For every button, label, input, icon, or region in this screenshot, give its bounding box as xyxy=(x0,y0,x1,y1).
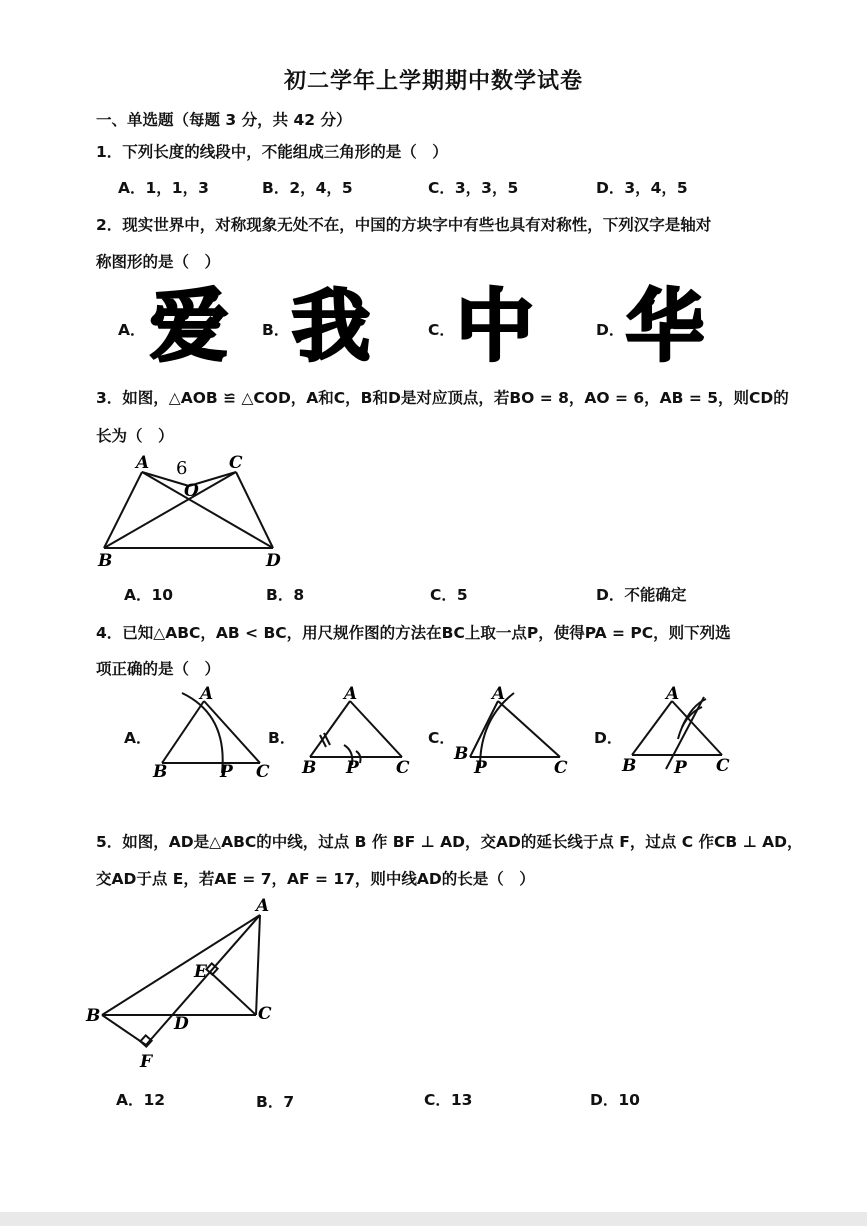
q4d-label-b: B xyxy=(622,756,637,776)
q4c-label-p: P xyxy=(474,758,487,778)
q3-label-a: A xyxy=(136,453,150,473)
q5-label-a: A xyxy=(256,896,270,916)
q5-segment-ac xyxy=(256,915,260,1015)
q5-option-a[interactable]: A．12 xyxy=(116,1091,166,1109)
q4-option-c-letter[interactable]: C． xyxy=(428,729,455,747)
q3-segment-ad xyxy=(142,472,273,548)
q2-stem-line2: 称图形的是（ ） xyxy=(96,253,221,271)
q3-option-b[interactable]: B．8 xyxy=(266,586,305,604)
q5-label-c: C xyxy=(258,1004,272,1024)
q1-option-b[interactable]: B．2，4，5 xyxy=(262,179,353,197)
q3-stem-line2: 长为（ ） xyxy=(96,427,174,445)
q4c-label-a: A xyxy=(492,684,506,704)
q4a-label-b: B xyxy=(153,762,168,782)
q5-figure xyxy=(80,895,290,1075)
q1-option-c[interactable]: C．3，3，5 xyxy=(428,179,519,197)
q4b-label-a: A xyxy=(344,684,358,704)
q4-stem-line2: 项正确的是（ ） xyxy=(96,660,221,678)
q5-label-e: E xyxy=(194,962,207,982)
q1-stem: 1．下列长度的线段中，不能组成三角形的是（ ） xyxy=(96,143,448,161)
q4-option-d-letter[interactable]: D． xyxy=(594,729,623,747)
q4c-label-c: C xyxy=(554,758,568,778)
q2-option-a-letter[interactable]: A． xyxy=(118,321,146,339)
q5-stem-line2: 交AD于点 E，若AE = 7，AF = 17，则中线AD的长是（ ） xyxy=(96,870,535,888)
q1-option-a[interactable]: A．1，1，3 xyxy=(118,179,209,197)
q5-segment-bf xyxy=(102,1015,146,1045)
q5-stem-line1: 5．如图，AD是△ABC的中线，过点 B 作 BF ⊥ AD，交AD的延长线于点 F，过点 C 作CB ⊥ AD， xyxy=(96,833,803,851)
q4b-label-p: P xyxy=(346,758,359,778)
q4c-label-b: B xyxy=(454,744,469,764)
q4-figure-d xyxy=(620,685,740,780)
q3-option-c[interactable]: C．5 xyxy=(430,586,468,604)
q4-option-a-letter[interactable]: A． xyxy=(124,729,152,747)
q4d-label-c: C xyxy=(716,756,730,776)
q2-char-hua: 华 xyxy=(626,282,705,372)
q4b-label-c: C xyxy=(396,758,410,778)
q3-option-d[interactable]: D．不能确定 xyxy=(596,586,687,604)
q4-stem-line1: 4．已知△ABC，AB < BC，用尺规作图的方法在BC上取一点P，使得PA = PC，则下列选 xyxy=(96,624,731,642)
q5-label-d: D xyxy=(174,1014,189,1034)
q2-option-c-letter[interactable]: C． xyxy=(428,321,455,339)
q5-label-b: B xyxy=(86,1006,101,1026)
q3-label-o: O xyxy=(184,481,199,501)
q3-label-b: B xyxy=(98,551,113,571)
q4-figure-c xyxy=(452,685,582,780)
q2-char-zhong: 中 xyxy=(456,282,535,372)
q4d-label-p: P xyxy=(674,758,687,778)
q4a-label-c: C xyxy=(256,762,270,782)
exam-title: 初二学年上学期期中数学试卷 xyxy=(283,69,583,94)
q5-option-b[interactable]: B．7 xyxy=(256,1093,295,1111)
q5-option-c[interactable]: C．13 xyxy=(424,1091,473,1109)
q5-option-d[interactable]: D．10 xyxy=(590,1091,640,1109)
q4a-label-a: A xyxy=(200,684,214,704)
q3-label-d: D xyxy=(266,551,281,571)
q3-option-a[interactable]: A．10 xyxy=(124,586,174,604)
q2-char-wo: 我 xyxy=(292,282,371,372)
q5-label-f: F xyxy=(140,1052,153,1072)
q2-option-b-letter[interactable]: B． xyxy=(262,321,290,339)
page-bottom-edge xyxy=(0,1212,867,1226)
q3-stem-line1: 3．如图，△AOB ≌ △COD，A和C，B和D是对应顶点，若BO = 8，AO = 6，AB = 5，则CD的 xyxy=(96,389,789,407)
q5-segment-ab xyxy=(102,915,260,1015)
q4a-label-p: P xyxy=(220,762,233,782)
q2-stem-line1: 2．现实世界中，对称现象无处不在，中国的方块字中有些也具有对称性，下列汉字是轴对 xyxy=(96,216,712,234)
q1-option-d[interactable]: D．3，4，5 xyxy=(596,179,688,197)
q4d-label-a: A xyxy=(666,684,680,704)
q4b-label-b: B xyxy=(302,758,317,778)
section-heading: 一、单选题（每题 3 分，共 42 分） xyxy=(96,111,352,129)
q3-label-c: C xyxy=(229,453,243,473)
q4-figure-b xyxy=(298,685,418,780)
q3-figure xyxy=(90,450,290,575)
q2-char-ai: 爱 xyxy=(150,282,229,372)
q2-option-d-letter[interactable]: D． xyxy=(596,321,625,339)
q4-figure-a xyxy=(150,685,280,780)
q5-segment-ce xyxy=(210,972,256,1015)
q3-label-six: 6 xyxy=(176,458,188,479)
q4-option-b-letter[interactable]: B． xyxy=(268,729,296,747)
